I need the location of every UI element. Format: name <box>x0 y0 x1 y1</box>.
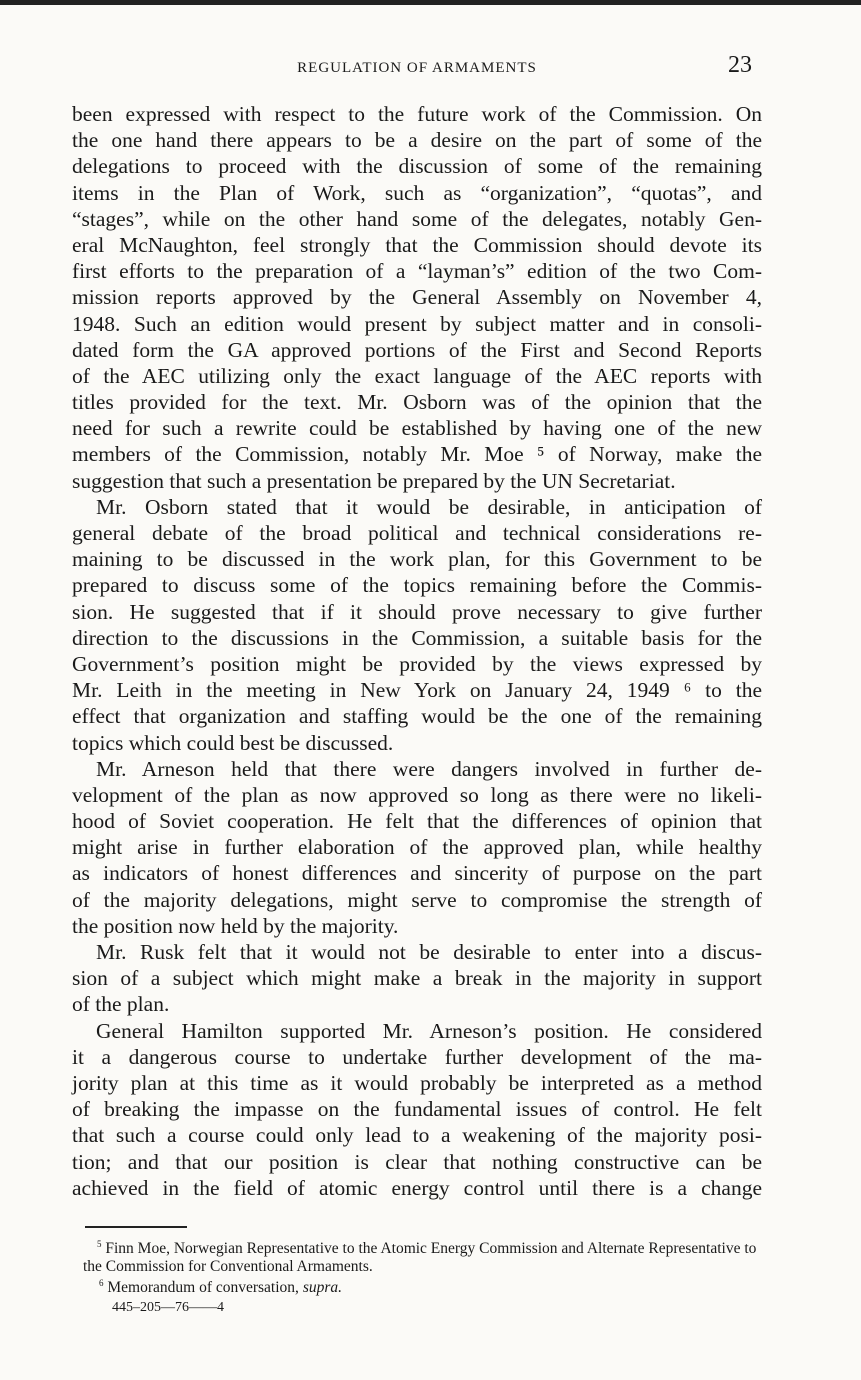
text-line: delegations to proceed with the discussion of some of the remaining <box>72 154 762 179</box>
text-line: need for such a rewrite could be established by having one of the new <box>72 416 762 441</box>
footnote-text: Finn Moe, Norwegian Representative to the Atomic Energy Commission and Alternate Representative to the Commission for Conventional Armaments. <box>83 1240 757 1275</box>
text-line: tion; and that our position is clear that nothing constructive can be <box>72 1149 762 1174</box>
footnote-5 <box>83 1236 765 1275</box>
footnote-italic: supra. <box>302 1279 343 1297</box>
text-line: sion. He suggested that if it should prove necessary to give further <box>72 599 762 624</box>
printer-code: 445–205—76——4 <box>112 1300 224 1315</box>
paragraph <box>72 756 762 939</box>
text-line: as indicators of honest differences and sincerity of purpose on the part <box>72 861 762 886</box>
text-line: of the plan. <box>72 992 170 1017</box>
text-line: members of the Commission, notably Mr. Moe ⁵ of Norway, make the <box>72 442 762 467</box>
text-line: sion of a subject which might make a break in the majority in support <box>72 966 762 991</box>
page-number: 23 <box>728 52 752 78</box>
text-line: eral McNaughton, feel strongly that the Commission should devote its <box>72 232 762 257</box>
text-line: that such a course could only lead to a weakening of the majority posi- <box>72 1123 762 1148</box>
text-line: general debate of the broad political and technical considerations re- <box>72 521 762 545</box>
text-line: jority plan at this time as it would probably be interpreted as a method <box>72 1070 762 1095</box>
paragraph <box>72 494 762 756</box>
text-line: hood of Soviet cooperation. He felt that the differences of opinion that <box>72 809 762 834</box>
text-line: Mr. Osborn stated that it would be desirable, in anticipation of <box>96 494 762 519</box>
body-text <box>72 101 762 1201</box>
text-line: velopment of the plan as now approved so long as there were no likeli- <box>72 782 762 807</box>
text-line: Mr. Rusk felt that it would not be desirable to enter into a discus- <box>96 940 762 964</box>
text-line: topics which could best be discussed. <box>72 730 394 755</box>
text-line: direction to the discussions in the Commission, a suitable basis for the <box>72 625 762 650</box>
paragraph <box>72 1018 762 1201</box>
footnote-text: Memorandum of conversation, <box>107 1279 303 1297</box>
text-line: suggestion that such a presentation be prepared by the UN Secretariat. <box>72 468 676 493</box>
paragraph <box>72 101 762 494</box>
text-line: of breaking the impasse on the fundamental issues of control. He felt <box>72 1097 762 1122</box>
text-line: titles provided for the text. Mr. Osborn was of the opinion that the <box>72 390 762 415</box>
text-line: the one hand there appears to be a desire on the part of some of the <box>72 128 762 153</box>
text-line: achieved in the field of atomic energy control until there is a change <box>72 1175 762 1200</box>
text-line: General Hamilton supported Mr. Arneson’s position. He considered <box>96 1018 762 1043</box>
text-line: might arise in further elaboration of the approved plan, while healthy <box>72 835 762 860</box>
text-line: been expressed with respect to the future work of the Commission. On <box>72 102 762 126</box>
text-line: effect that organization and staffing would be the one of the remaining <box>72 704 762 729</box>
page-edge <box>0 0 861 5</box>
footnote-number: 5 <box>97 1239 102 1249</box>
footnote-rule <box>85 1226 187 1228</box>
footnotes <box>85 1236 765 1297</box>
text-line: of the AEC utilizing only the exact language of the AEC reports with <box>72 363 762 388</box>
text-line: Government’s position might be provided by the views expressed by <box>72 651 762 676</box>
running-title: REGULATION OF ARMAMENTS <box>297 60 537 76</box>
text-line: Mr. Leith in the meeting in New York on January 24, 1949 ⁶ to the <box>72 678 762 703</box>
text-line: 1948. Such an edition would present by subject matter and in consoli- <box>72 311 762 336</box>
page-header <box>72 52 762 82</box>
text-line: it a dangerous course to undertake further development of the ma- <box>72 1044 762 1069</box>
text-line: first efforts to the preparation of a “layman’s” edition of the two Com- <box>72 259 762 284</box>
footnote-number: 6 <box>99 1278 104 1289</box>
text-line: mission reports approved by the General Assembly on November 4, <box>72 285 762 310</box>
text-line: items in the Plan of Work, such as “organization”, “quotas”, and <box>72 180 762 205</box>
text-line: prepared to discuss some of the topics remaining before the Commis- <box>72 573 762 598</box>
text-line: of the majority delegations, might serve to compromise the strength of <box>72 887 762 912</box>
text-line: the position now held by the majority. <box>72 913 399 938</box>
text-line: Mr. Arneson held that there were dangers involved in further de- <box>96 756 762 781</box>
text-line: “stages”, while on the other hand some of the delegates, notably Gen- <box>72 206 762 231</box>
text-line: dated form the GA approved portions of the First and Second Reports <box>72 337 762 362</box>
paragraph <box>72 939 762 1018</box>
footnote-6 <box>85 1275 765 1297</box>
text-line: maining to be discussed in the work plan, for this Government to be <box>72 547 762 572</box>
